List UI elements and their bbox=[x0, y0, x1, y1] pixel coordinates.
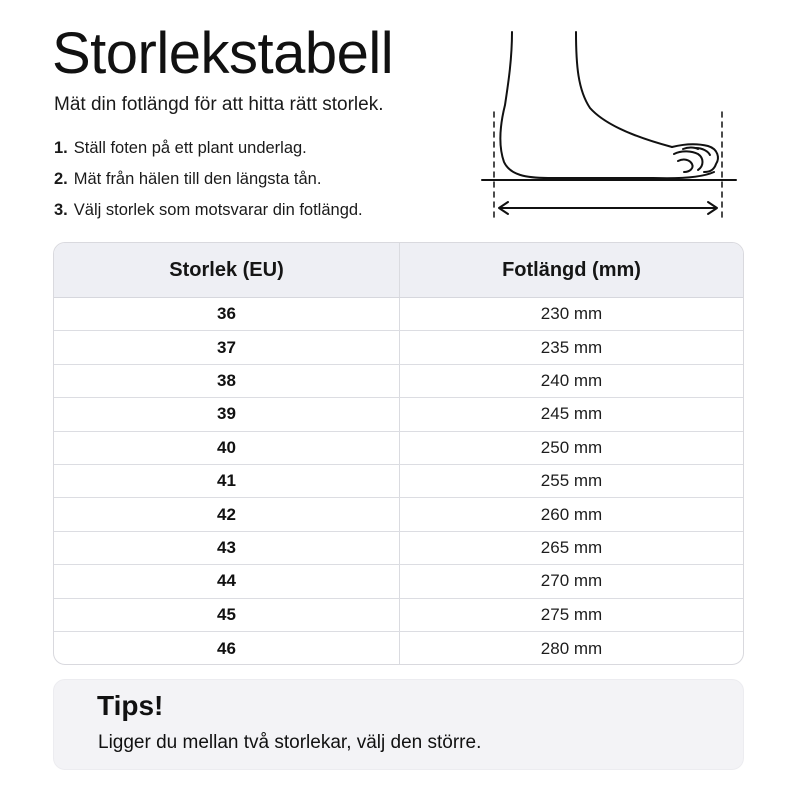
step-number: 1. bbox=[54, 139, 68, 157]
step-text: Välj storlek som motsvarar din fotlängd. bbox=[73, 201, 363, 219]
tips-text: Ligger du mellan två storlekar, välj den större. bbox=[98, 732, 482, 753]
table-row bbox=[54, 632, 743, 665]
table-row bbox=[54, 498, 743, 531]
size-cell: 45 bbox=[54, 599, 400, 631]
length-cell: 270 mm bbox=[540, 571, 603, 591]
size-cell: 43 bbox=[54, 532, 400, 564]
length-cell: 230 mm bbox=[540, 304, 603, 324]
table-row bbox=[54, 298, 743, 331]
table-row bbox=[54, 465, 743, 498]
size-cell: 36 bbox=[54, 298, 400, 330]
table-row bbox=[54, 532, 743, 565]
table-row bbox=[54, 432, 743, 465]
size-cell: 46 bbox=[54, 632, 400, 665]
length-cell: 260 mm bbox=[540, 504, 603, 524]
instruction-step bbox=[54, 140, 363, 171]
length-cell: 235 mm bbox=[540, 337, 603, 357]
column-header-foot-length: Fotlängd (mm) bbox=[502, 258, 641, 281]
length-cell: 240 mm bbox=[540, 370, 603, 390]
size-table bbox=[53, 242, 744, 665]
size-cell: 44 bbox=[54, 565, 400, 597]
length-cell: 275 mm bbox=[540, 604, 603, 624]
size-cell: 38 bbox=[54, 365, 400, 397]
size-cell: 37 bbox=[54, 331, 400, 363]
subtitle: Mät din fotlängd för att hitta rätt storlek. bbox=[54, 94, 384, 115]
length-cell: 245 mm bbox=[540, 404, 603, 424]
step-number: 3. bbox=[54, 201, 68, 219]
size-cell: 41 bbox=[54, 465, 400, 497]
tips-title: Tips! bbox=[97, 690, 164, 721]
step-text: Ställ foten på ett plant underlag. bbox=[73, 139, 307, 157]
table-row bbox=[54, 331, 743, 364]
page-title: Storlekstabell bbox=[52, 21, 394, 86]
table-header bbox=[54, 243, 743, 298]
size-cell: 40 bbox=[54, 432, 400, 464]
tips-box bbox=[53, 679, 744, 770]
size-cell: 39 bbox=[54, 398, 400, 430]
length-cell: 255 mm bbox=[540, 471, 603, 491]
table-row bbox=[54, 365, 743, 398]
instruction-step bbox=[54, 171, 363, 202]
table-row bbox=[54, 398, 743, 431]
instruction-list bbox=[54, 140, 363, 233]
column-header-size: Storlek (EU) bbox=[54, 243, 400, 297]
table-row bbox=[54, 599, 743, 632]
step-number: 2. bbox=[54, 170, 68, 188]
size-cell: 42 bbox=[54, 498, 400, 530]
length-cell: 250 mm bbox=[540, 437, 603, 457]
step-text: Mät från hälen till den längsta tån. bbox=[73, 170, 322, 188]
length-cell: 265 mm bbox=[540, 537, 603, 557]
length-cell: 280 mm bbox=[540, 638, 603, 658]
instruction-step bbox=[54, 202, 363, 233]
table-row bbox=[54, 565, 743, 598]
foot-measure-icon bbox=[478, 30, 740, 226]
